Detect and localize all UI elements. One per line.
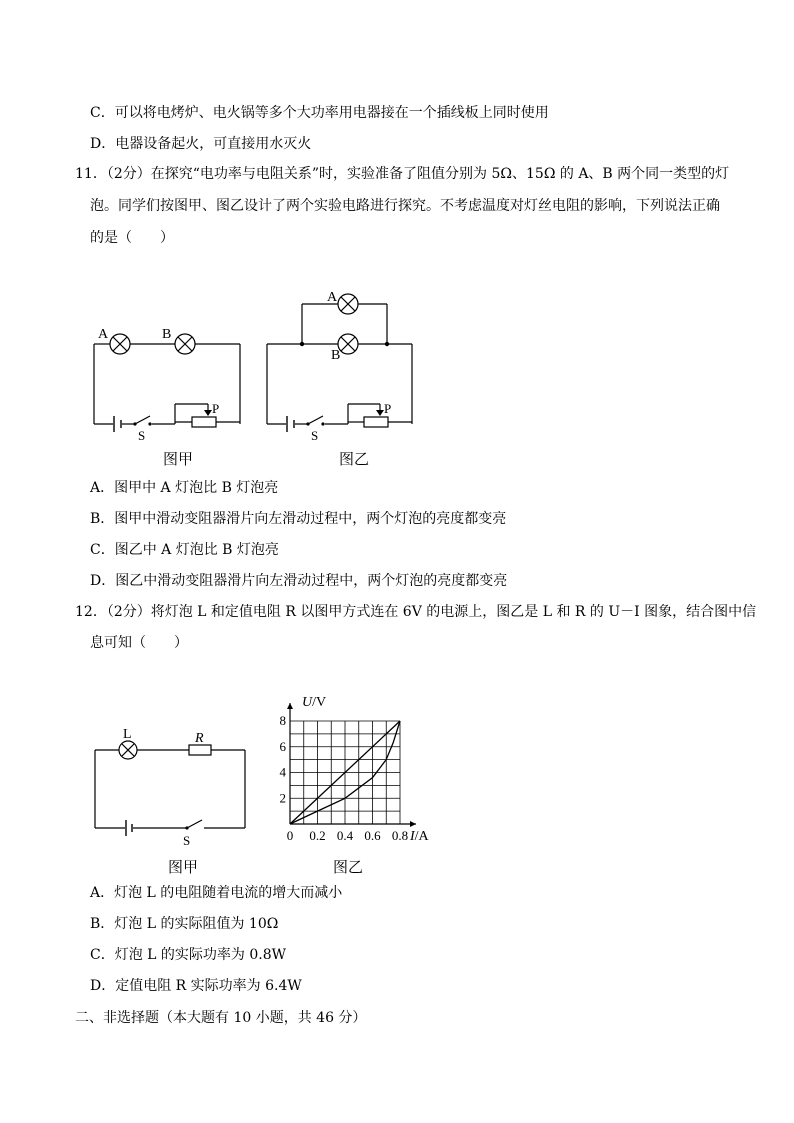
q12-stem-line2: 息可知（ ） <box>90 635 188 651</box>
q12-option-a: A．灯泡 L 的电阻随着电流的增大而减小 <box>90 885 343 901</box>
q11-option-c: C．图乙中 A 灯泡比 B 灯泡亮 <box>90 542 279 558</box>
q11a-switch-label: S <box>138 428 146 440</box>
q11a-slider-label: P <box>212 401 220 416</box>
q12a-resistor-label: R <box>195 731 204 746</box>
q10-option-c: C．可以将电烤炉、电火锅等多个大功率用电器接在一个插线板上同时使用 <box>90 105 549 121</box>
y-tick-label: 8 <box>279 713 286 728</box>
q12-option-d: D．定值电阻 R 实际功率为 6.4W <box>90 978 302 994</box>
y-tick-label: 4 <box>279 764 286 780</box>
q11-option-b: B．图甲中滑动变阻器滑片向左滑动过程中，两个灯泡的亮度都变亮 <box>90 511 507 527</box>
q11b-lamp-a-label: A <box>327 290 338 305</box>
q11-fig-b-caption: 图乙 <box>339 450 370 468</box>
x-tick-label: 0 <box>286 828 294 843</box>
y-axis-arrow <box>287 703 293 709</box>
q12-circuit <box>85 722 255 850</box>
q12-fig-a-caption: 图甲 <box>168 858 199 876</box>
x-tick-label: 0.2 <box>309 828 326 843</box>
section-2-heading: 二、非选择题（本大题有 10 小题，共 46 分） <box>75 1010 367 1026</box>
q11-option-a: A．图甲中 A 灯泡比 B 灯泡亮 <box>90 480 279 496</box>
q11-option-d: D．图乙中滑动变阻器滑片向左滑动过程中，两个灯泡的亮度都变亮 <box>90 573 508 589</box>
y-axis-label: U/V <box>302 695 327 710</box>
q11b-lamp-b-label: B <box>331 348 341 363</box>
q11-stem-line1: 11．（2分）在探究“电功率与电阻关系”时，实验准备了阻值分别为 5Ω、15Ω 的 A、B 两个同一类型的灯 <box>75 166 730 182</box>
q11-circuit-series <box>80 320 250 440</box>
q12a-switch-label: S <box>183 833 191 848</box>
q12-fig-b-caption: 图乙 <box>333 858 364 876</box>
q11-stem-line3: 的是（ ） <box>90 230 174 246</box>
q12-ui-chart <box>278 688 438 850</box>
y-tick-label: 6 <box>279 738 286 754</box>
x-axis-label: I/A <box>410 829 429 844</box>
q11b-slider-label: P <box>384 401 392 416</box>
q11-stem-line2: 泡。同学们按图甲、图乙设计了两个实验电路进行探究。不考虑温度对灯丝电阻的影响，下列说法正确 <box>90 198 720 214</box>
x-tick-label: 0.8 <box>391 828 409 843</box>
q12-stem-line1: 12．（2分）将灯泡 L 和定值电阻 R 以图甲方式连在 6V 的电源上，图乙是 L 和 R 的 U－I 图象，结合图中信 <box>75 604 757 620</box>
x-axis-arrow <box>410 821 416 827</box>
x-tick-label: 0.6 <box>364 828 381 843</box>
y-tick-label: 2 <box>279 790 286 806</box>
q10-option-d: D．电器设备起火，可直接用水灭火 <box>90 136 312 152</box>
q11-circuit-parallel <box>258 282 428 442</box>
q12-option-b: B．灯泡 L 的实际阻值为 10Ω <box>90 916 279 932</box>
q12-option-c: C．灯泡 L 的实际功率为 0.8W <box>90 947 287 963</box>
q11-fig-a-caption: 图甲 <box>163 450 194 468</box>
q12a-lamp-label: L <box>123 727 132 742</box>
q11a-lamp-a-label: A <box>98 327 109 342</box>
x-tick-label: 0.4 <box>336 828 354 843</box>
q11a-lamp-b-label: B <box>162 327 172 342</box>
q11b-switch-label: S <box>311 428 319 442</box>
